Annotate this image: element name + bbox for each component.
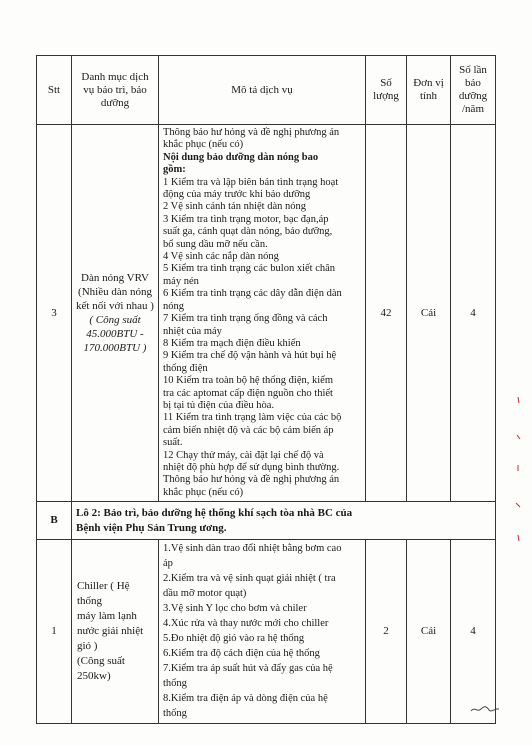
row1-name [72, 540, 159, 724]
row3-desc-line: bị tại tủ điện của điều hòa. [163, 399, 275, 411]
row1-desc-line: thống [163, 708, 187, 720]
row3-desc-line: 6 Kiểm tra tình trạng các dây dẫn điện dàn [163, 288, 342, 300]
row3-name-line: (Nhiều dàn nóng [78, 286, 152, 299]
row3-desc-heading: gồm: [163, 164, 186, 176]
table-row-vrv [37, 125, 496, 502]
row3-desc-line: thống điện [163, 362, 208, 374]
row1-desc-line: 2.Kiểm tra và vệ sinh quạt giải nhiệt ( tra [163, 573, 336, 585]
row3-desc-line: suất ga, cánh quạt dàn nóng, bảo dưỡng, [163, 226, 333, 238]
row3-desc-line: 7 Kiểm tra tình trạng ống đồng và cách [163, 313, 328, 325]
lot-title [72, 502, 496, 540]
row1-desc-line: áp [163, 558, 173, 570]
row3-desc-line: nhiệt độ phù hợp để sử dụng bình thường. [163, 461, 340, 473]
header-frequency: Số lần bảo dưỡng /năm [451, 56, 496, 125]
row3-desc-line: 8 Kiểm tra mạch điện điều khiển [163, 337, 301, 349]
row1-desc-line: 4.Xúc rửa và thay nước mới cho chiller [163, 618, 329, 630]
row1-name-line: 250kw) [77, 670, 111, 683]
table-header-row [37, 56, 496, 125]
row1-desc-line: 8.Kiểm tra điện áp và dòng điện của hệ [163, 693, 328, 705]
row3-capacity-line: ( Công suất [89, 314, 141, 327]
row3-capacity-line: 45.000BTU - [86, 328, 144, 341]
row3-quantity: 42 [366, 125, 407, 502]
lot-stt: B [37, 502, 72, 540]
row3-desc-line: 10 Kiểm tra toàn bộ hệ thống điện, kiểm [163, 375, 334, 387]
lot-header-row [37, 502, 496, 540]
row3-capacity-line: 170.000BTU ) [83, 342, 147, 355]
row1-desc-line: 3.Vệ sinh Y lọc cho bơm và chiler [163, 603, 307, 615]
header-unit: Đơn vị tính [407, 56, 451, 125]
row3-desc-line: cảm biến nhiệt độ và các bộ cảm biến áp [163, 424, 334, 436]
row3-desc-line: 1 Kiểm tra và lập biên bản tình trạng hoạt [163, 176, 339, 188]
initials-signature-icon [470, 704, 500, 714]
row3-description [159, 125, 366, 502]
row3-desc-line: 12 Chạy thử máy, cài đặt lại chế độ và [163, 449, 324, 461]
row1-unit: Cái [407, 540, 451, 724]
row1-name-line: gió ) [77, 640, 98, 653]
row3-desc-line: 9 Kiểm tra chế độ vận hành và hút bụi hệ [163, 350, 337, 362]
row1-desc-line: thống [163, 678, 187, 690]
row3-desc-line: 3 Kiểm tra tình trạng motor, bạc đạn,áp [163, 213, 329, 225]
row3-desc-line: động của máy trước khi bảo dưỡng [163, 189, 311, 201]
row3-name-line: kết nối với nhau ) [76, 300, 154, 313]
row3-desc-heading: Nội dung bảo dưỡng dàn nóng bao [163, 151, 319, 163]
header-stt: Stt [37, 56, 72, 125]
row1-desc-line: 1.Vệ sinh dàn trao đổi nhiệt bằng bơm cao [163, 543, 342, 555]
row3-name-line: Dàn nóng VRV [81, 272, 149, 285]
row3-frequency: 4 [451, 125, 496, 502]
row1-desc-line: 6.Kiểm tra độ cách điện của hệ thống [163, 648, 320, 660]
row1-name-lines [77, 579, 155, 684]
row1-desc-line: dầu mỡ motor quạt) [163, 588, 247, 600]
row3-desc-line: 5 Kiểm tra tình trạng các bulon xiết chân [163, 263, 336, 275]
row1-frequency: 4 [451, 540, 496, 724]
stamp-edge-marks [512, 395, 524, 545]
row3-stt: 3 [37, 125, 72, 502]
row1-description [159, 540, 366, 724]
row1-desc-line: 7.Kiểm tra áp suất hút và đẩy gas của hệ [163, 663, 333, 675]
table-row-chiller [37, 540, 496, 724]
row3-name [72, 125, 159, 502]
row3-desc-line: 4 Vệ sinh các nắp dàn nóng [163, 251, 279, 263]
row1-name-line: (Công suất [77, 655, 125, 668]
row1-name-line: Chiller ( Hệ thống [77, 580, 130, 608]
row1-quantity: 2 [366, 540, 407, 724]
row3-desc-line: suất. [163, 437, 183, 449]
row3-desc-line: khắc phục (nếu có) [163, 139, 244, 151]
row3-desc-line: bổ sung dầu mỡ nếu cần. [163, 238, 268, 250]
row1-stt: 1 [37, 540, 72, 724]
row3-desc-line: Thông báo hư hỏng và đề nghị phương án [163, 474, 340, 486]
row3-desc-line: nóng [163, 300, 184, 312]
row1-name-line: nước giải nhiệt [77, 625, 144, 638]
row3-desc-line: 2 Vệ sinh cánh tản nhiệt dàn nóng [163, 201, 306, 213]
lot-title-line: Bệnh viện Phụ Sản Trung ương. [76, 521, 227, 534]
row3-desc-line: 11 Kiểm tra tình trạng làm việc của các bộ [163, 412, 342, 424]
header-category: Danh mục dịch vụ bảo trì, bảo dưỡng [72, 56, 159, 125]
row1-desc-line: 5.Đo nhiệt độ gió vào ra hệ thống [163, 633, 305, 645]
row3-name-lines [75, 271, 155, 355]
row3-unit: Cái [407, 125, 451, 502]
row1-name-line: máy làm lạnh [77, 610, 137, 623]
service-table [36, 55, 496, 724]
lot-title-line: Lô 2: Bảo trì, bảo dưỡng hệ thống khí sạch tòa nhà BC của [76, 506, 353, 519]
row3-desc-line: khắc phục (nếu có) [163, 486, 244, 498]
header-description: Mô tả dịch vụ [159, 56, 366, 125]
header-quantity: Số lượng [366, 56, 407, 125]
row3-desc-line: tra các aptomat cấp điện nguồn cho thiết [163, 387, 333, 399]
row3-desc-line: Thông báo hư hỏng và đề nghị phương án [163, 127, 340, 138]
row3-desc-line: nhiệt của máy [163, 325, 222, 337]
row3-desc-line: máy nén [163, 275, 199, 287]
